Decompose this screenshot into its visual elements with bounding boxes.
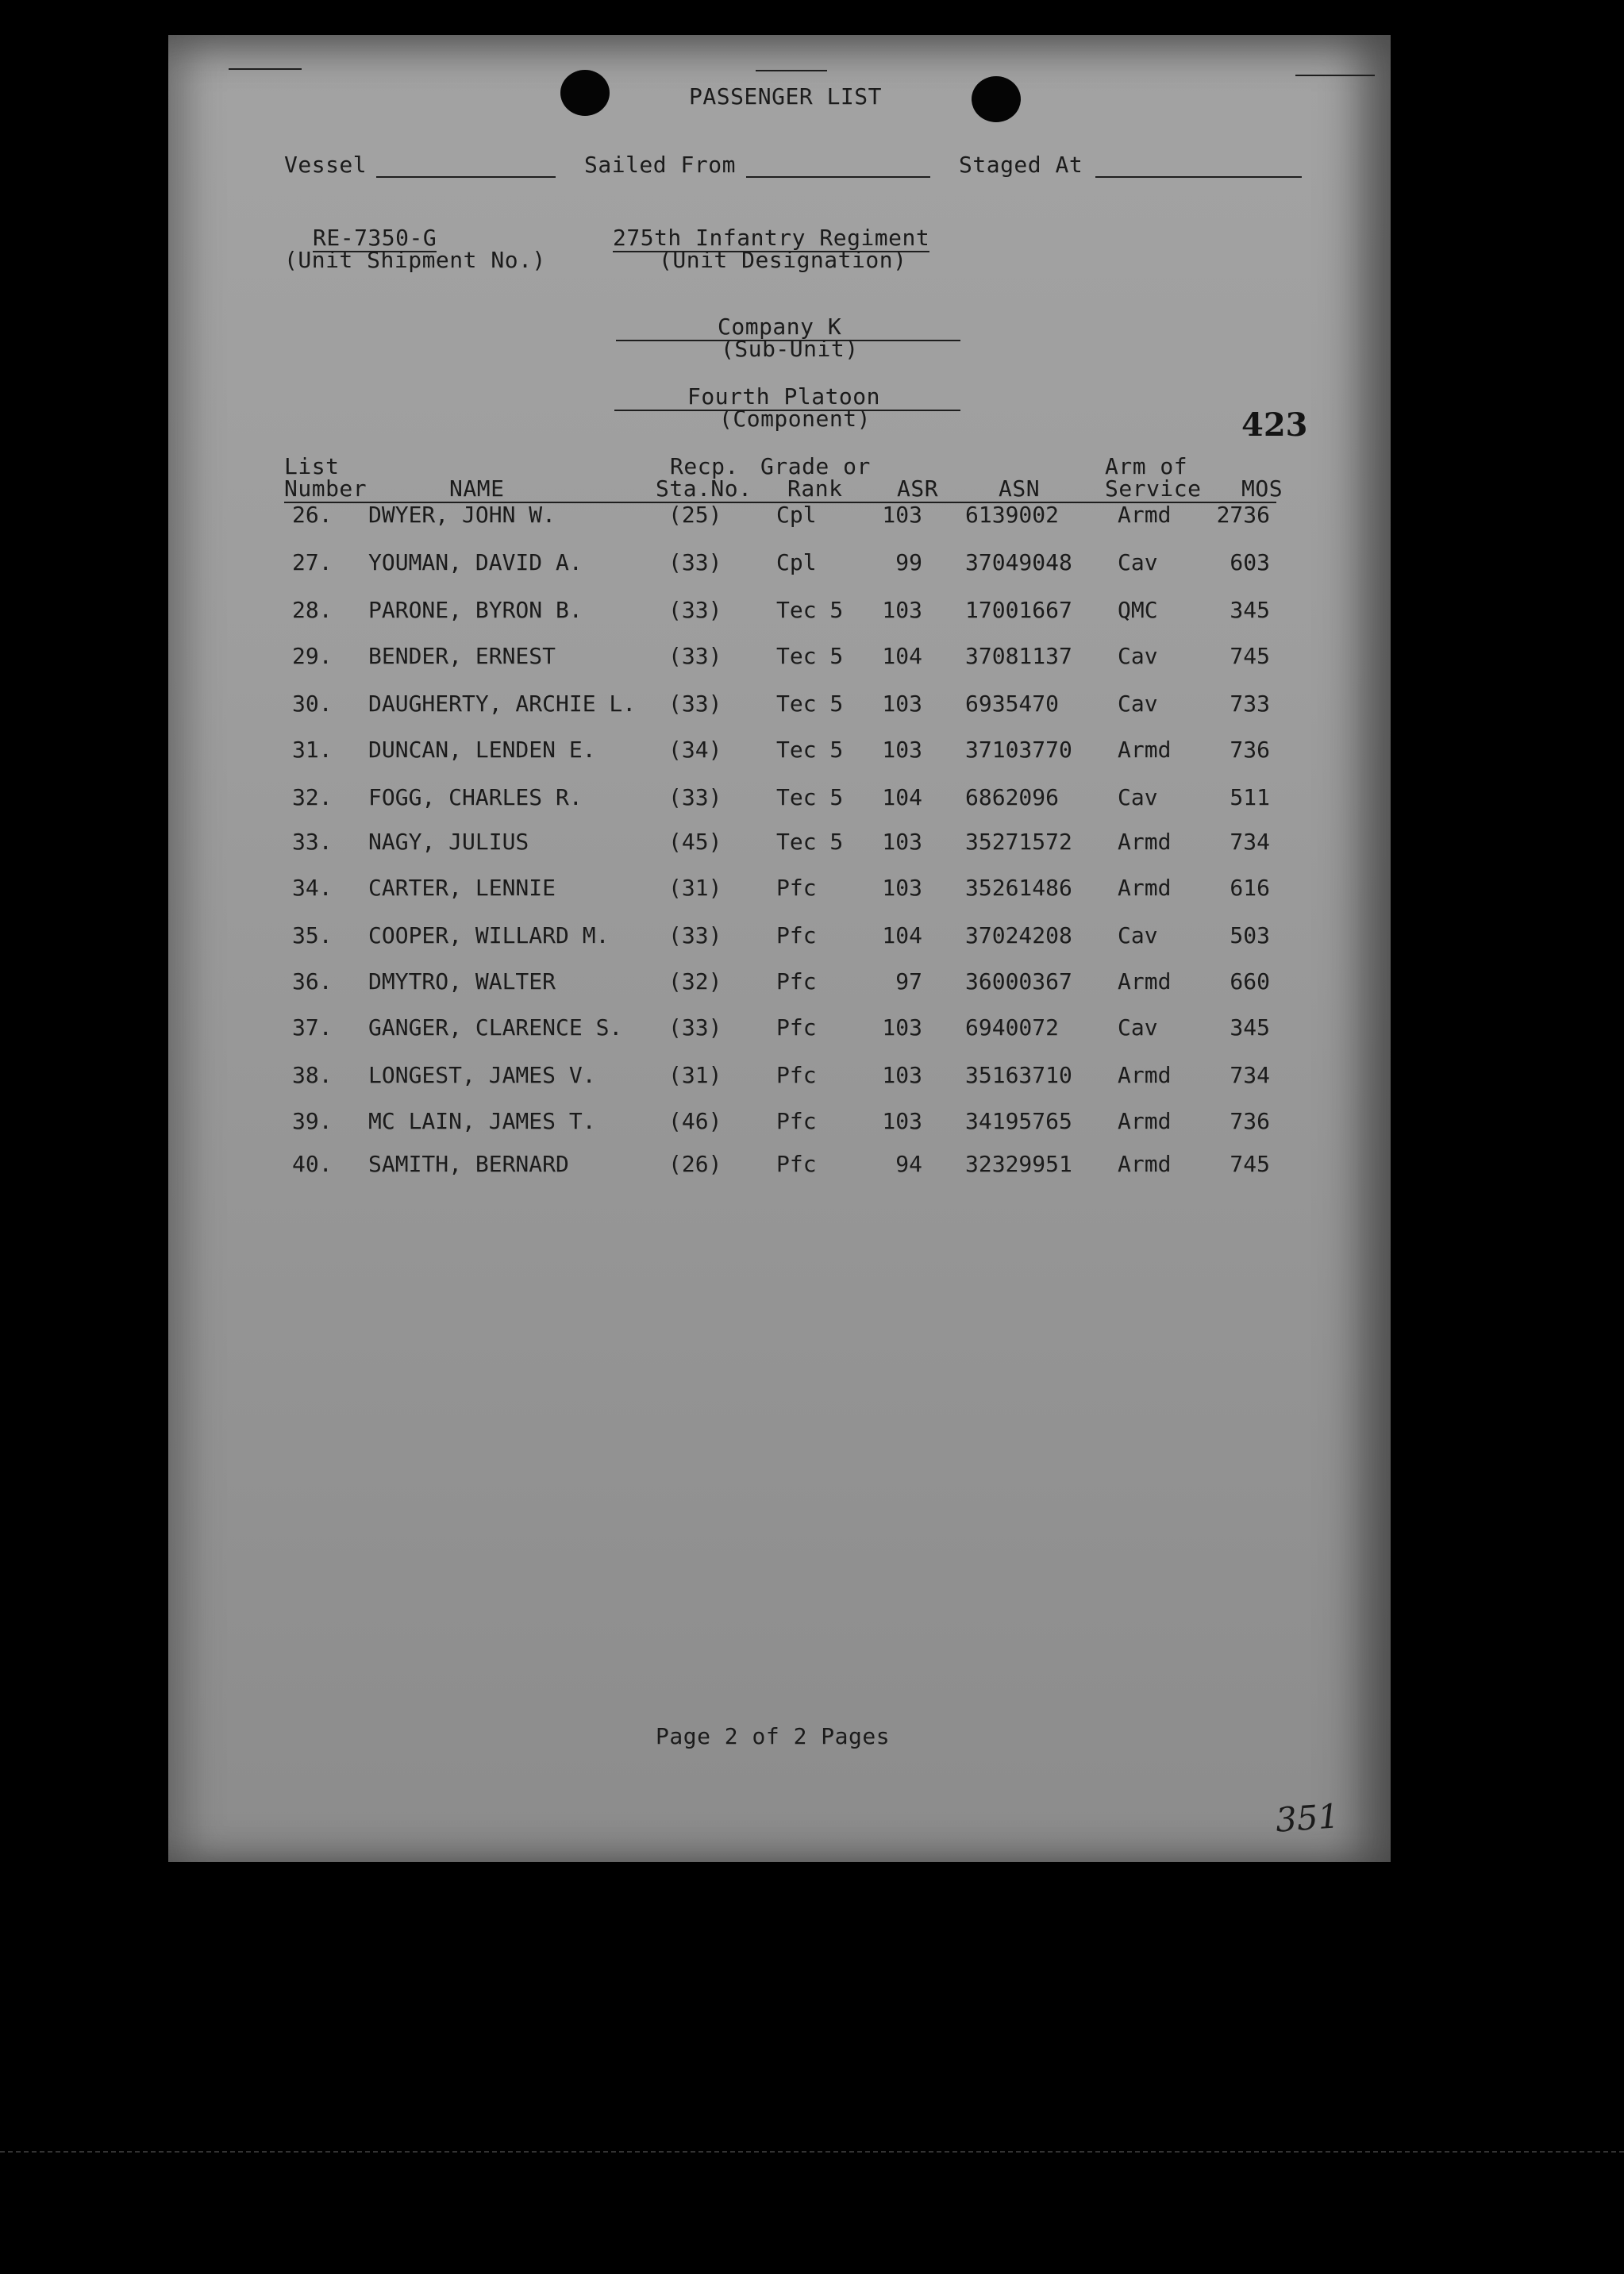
- asr-score: 103: [882, 829, 922, 855]
- arm-of-service: Cav: [1118, 922, 1158, 948]
- top-edge-mark-right: [1295, 75, 1375, 76]
- army-serial-number: 34195765: [965, 1108, 1072, 1134]
- row-number: 28.: [292, 597, 333, 623]
- asr-score: 103: [882, 597, 922, 623]
- page-footer: Page 2 of 2 Pages: [656, 1723, 891, 1749]
- asr-score: 103: [882, 1014, 922, 1041]
- passenger-name: YOUMAN, DAVID A.: [368, 549, 583, 575]
- arm-of-service: Armd: [1118, 502, 1172, 528]
- row-number: 40.: [292, 1151, 333, 1177]
- mos-code: 736: [1230, 737, 1270, 763]
- handwritten-number: 351: [1274, 1796, 1341, 1840]
- recp-station-no: (31): [668, 1062, 722, 1088]
- table-row: [168, 691, 1391, 722]
- vessel-label: Vessel: [284, 152, 368, 178]
- table-row: [168, 968, 1391, 1000]
- mos-code: 345: [1230, 1014, 1270, 1041]
- table-row: [168, 1062, 1391, 1094]
- header-asr: ASR: [897, 475, 939, 502]
- row-number: 37.: [292, 1014, 333, 1041]
- row-number: 39.: [292, 1108, 333, 1134]
- arm-of-service: Cav: [1118, 784, 1158, 810]
- top-edge-mark-center: [756, 70, 827, 71]
- page-stamp-number: 423: [1241, 406, 1308, 444]
- recp-station-no: (32): [668, 968, 722, 995]
- passenger-name: LONGEST, JAMES V.: [368, 1062, 596, 1088]
- army-serial-number: 37024208: [965, 922, 1072, 948]
- arm-of-service: Armd: [1118, 829, 1172, 855]
- recp-station-no: (26): [668, 1151, 722, 1177]
- arm-of-service: Armd: [1118, 737, 1172, 763]
- mos-code: 616: [1230, 875, 1270, 901]
- row-number: 35.: [292, 922, 333, 948]
- header-name: NAME: [449, 475, 505, 502]
- header-sta-2: Sta.No.: [656, 475, 752, 502]
- passenger-name: DAUGHERTY, ARCHIE L.: [368, 691, 637, 717]
- header-arm-2: Service: [1105, 475, 1202, 502]
- asr-score: 104: [882, 643, 922, 669]
- table-row: [168, 1108, 1391, 1140]
- row-number: 31.: [292, 737, 333, 763]
- sub-unit-label: (Sub-Unit): [721, 336, 859, 362]
- document-title: PASSENGER LIST: [689, 83, 883, 110]
- army-serial-number: 35163710: [965, 1062, 1072, 1088]
- army-serial-number: 35271572: [965, 829, 1072, 855]
- document-sheet: [168, 35, 1391, 1862]
- mos-code: 511: [1230, 784, 1270, 810]
- passenger-name: DWYER, JOHN W.: [368, 502, 556, 528]
- table-row: [168, 597, 1391, 629]
- grade-rank: Pfc: [776, 1062, 817, 1088]
- table-row: [168, 784, 1391, 816]
- army-serial-number: 35261486: [965, 875, 1072, 901]
- grade-rank: Pfc: [776, 1014, 817, 1041]
- table-row: [168, 829, 1391, 860]
- passenger-name: NAGY, JULIUS: [368, 829, 529, 855]
- row-number: 30.: [292, 691, 333, 717]
- recp-station-no: (46): [668, 1108, 722, 1134]
- mos-code: 745: [1230, 1151, 1270, 1177]
- row-number: 34.: [292, 875, 333, 901]
- recp-station-no: (33): [668, 643, 722, 669]
- row-number: 38.: [292, 1062, 333, 1088]
- army-serial-number: 6935470: [965, 691, 1060, 717]
- army-serial-number: 6862096: [965, 784, 1060, 810]
- passenger-name: COOPER, WILLARD M.: [368, 922, 610, 948]
- arm-of-service: Cav: [1118, 643, 1158, 669]
- sub-unit-value: Company K: [718, 314, 842, 340]
- sailed-from-blank: [746, 176, 930, 178]
- header-grade-2: Rank: [787, 475, 843, 502]
- table-row: [168, 875, 1391, 906]
- mos-code: 734: [1230, 829, 1270, 855]
- grade-rank: Tec 5: [776, 597, 844, 623]
- passenger-name: FOGG, CHARLES R.: [368, 784, 583, 810]
- table-row: [168, 502, 1391, 533]
- mos-code: 734: [1230, 1062, 1270, 1088]
- header-list-number-2: Number: [284, 475, 368, 502]
- army-serial-number: 32329951: [965, 1151, 1072, 1177]
- row-number: 33.: [292, 829, 333, 855]
- header-sta-1: Recp.: [670, 453, 739, 479]
- mos-code: 2736: [1216, 502, 1270, 528]
- unit-shipment-no: RE-7350-G: [313, 225, 437, 251]
- punch-hole-right: [972, 76, 1021, 122]
- arm-of-service: Armd: [1118, 968, 1172, 995]
- punch-hole-left: [560, 70, 610, 116]
- table-row: [168, 922, 1391, 954]
- recp-station-no: (31): [668, 875, 722, 901]
- component-label: (Component): [719, 406, 871, 432]
- recp-station-no: (33): [668, 784, 722, 810]
- army-serial-number: 6139002: [965, 502, 1060, 528]
- army-serial-number: 6940072: [965, 1014, 1060, 1041]
- grade-rank: Pfc: [776, 1151, 817, 1177]
- mos-code: 660: [1230, 968, 1270, 995]
- asr-score: 103: [882, 737, 922, 763]
- mos-code: 345: [1230, 597, 1270, 623]
- army-serial-number: 36000367: [965, 968, 1072, 995]
- arm-of-service: Armd: [1118, 875, 1172, 901]
- asr-score: 103: [882, 691, 922, 717]
- grade-rank: Tec 5: [776, 691, 844, 717]
- top-edge-mark-left: [229, 68, 302, 70]
- mos-code: 603: [1230, 549, 1270, 575]
- recp-station-no: (34): [668, 737, 722, 763]
- header-arm-1: Arm of: [1105, 453, 1188, 479]
- passenger-name: BENDER, ERNEST: [368, 643, 556, 669]
- army-serial-number: 37081137: [965, 643, 1072, 669]
- recp-station-no: (25): [668, 502, 722, 528]
- passenger-name: GANGER, CLARENCE S.: [368, 1014, 623, 1041]
- table-row: [168, 549, 1391, 581]
- mos-code: 733: [1230, 691, 1270, 717]
- arm-of-service: Armd: [1118, 1108, 1172, 1134]
- asr-score: 99: [895, 549, 922, 575]
- table-row: [168, 737, 1391, 768]
- component-value: Fourth Platoon: [687, 383, 881, 410]
- unit-shipment-label: (Unit Shipment No.): [284, 247, 546, 273]
- sailed-from-label: Sailed From: [584, 152, 736, 178]
- recp-station-no: (33): [668, 922, 722, 948]
- asr-score: 103: [882, 875, 922, 901]
- arm-of-service: Cav: [1118, 691, 1158, 717]
- header-asn: ASN: [999, 475, 1041, 502]
- row-number: 26.: [292, 502, 333, 528]
- recp-station-no: (33): [668, 1014, 722, 1041]
- grade-rank: Pfc: [776, 922, 817, 948]
- arm-of-service: Armd: [1118, 1151, 1172, 1177]
- recp-station-no: (33): [668, 549, 722, 575]
- passenger-name: SAMITH, BERNARD: [368, 1151, 569, 1177]
- mos-code: 736: [1230, 1108, 1270, 1134]
- asr-score: 103: [882, 1062, 922, 1088]
- grade-rank: Cpl: [776, 549, 817, 575]
- unit-designation: 275th Infantry Regiment: [613, 225, 930, 251]
- passenger-name: MC LAIN, JAMES T.: [368, 1108, 596, 1134]
- arm-of-service: QMC: [1118, 597, 1158, 623]
- asr-score: 97: [895, 968, 922, 995]
- vessel-blank: [376, 176, 556, 178]
- arm-of-service: Armd: [1118, 1062, 1172, 1088]
- asr-score: 103: [882, 502, 922, 528]
- recp-station-no: (33): [668, 597, 722, 623]
- recp-station-no: (45): [668, 829, 722, 855]
- header-grade-1: Grade or: [760, 453, 871, 479]
- row-number: 29.: [292, 643, 333, 669]
- grade-rank: Cpl: [776, 502, 817, 528]
- recp-station-no: (33): [668, 691, 722, 717]
- grade-rank: Pfc: [776, 875, 817, 901]
- army-serial-number: 17001667: [965, 597, 1072, 623]
- header-list-number-1: List: [284, 453, 340, 479]
- grade-rank: Tec 5: [776, 784, 844, 810]
- army-serial-number: 37049048: [965, 549, 1072, 575]
- scan-artifact-line: [0, 2151, 1624, 2153]
- table-row: [168, 1014, 1391, 1046]
- row-number: 32.: [292, 784, 333, 810]
- army-serial-number: 37103770: [965, 737, 1072, 763]
- passenger-name: CARTER, LENNIE: [368, 875, 556, 901]
- table-row: [168, 643, 1391, 675]
- arm-of-service: Cav: [1118, 1014, 1158, 1041]
- header-mos: MOS: [1241, 475, 1283, 502]
- staged-at-blank: [1095, 176, 1302, 178]
- grade-rank: Tec 5: [776, 829, 844, 855]
- row-number: 27.: [292, 549, 333, 575]
- row-number: 36.: [292, 968, 333, 995]
- grade-rank: Tec 5: [776, 737, 844, 763]
- passenger-name: PARONE, BYRON B.: [368, 597, 583, 623]
- asr-score: 104: [882, 922, 922, 948]
- staged-at-label: Staged At: [959, 152, 1083, 178]
- mos-code: 503: [1230, 922, 1270, 948]
- unit-designation-label: (Unit Designation): [659, 247, 907, 273]
- mos-code: 745: [1230, 643, 1270, 669]
- table-row: [168, 1151, 1391, 1183]
- grade-rank: Tec 5: [776, 643, 844, 669]
- asr-score: 104: [882, 784, 922, 810]
- grade-rank: Pfc: [776, 968, 817, 995]
- passenger-name: DUNCAN, LENDEN E.: [368, 737, 596, 763]
- asr-score: 94: [895, 1151, 922, 1177]
- grade-rank: Pfc: [776, 1108, 817, 1134]
- arm-of-service: Cav: [1118, 549, 1158, 575]
- passenger-name: DMYTRO, WALTER: [368, 968, 556, 995]
- asr-score: 103: [882, 1108, 922, 1134]
